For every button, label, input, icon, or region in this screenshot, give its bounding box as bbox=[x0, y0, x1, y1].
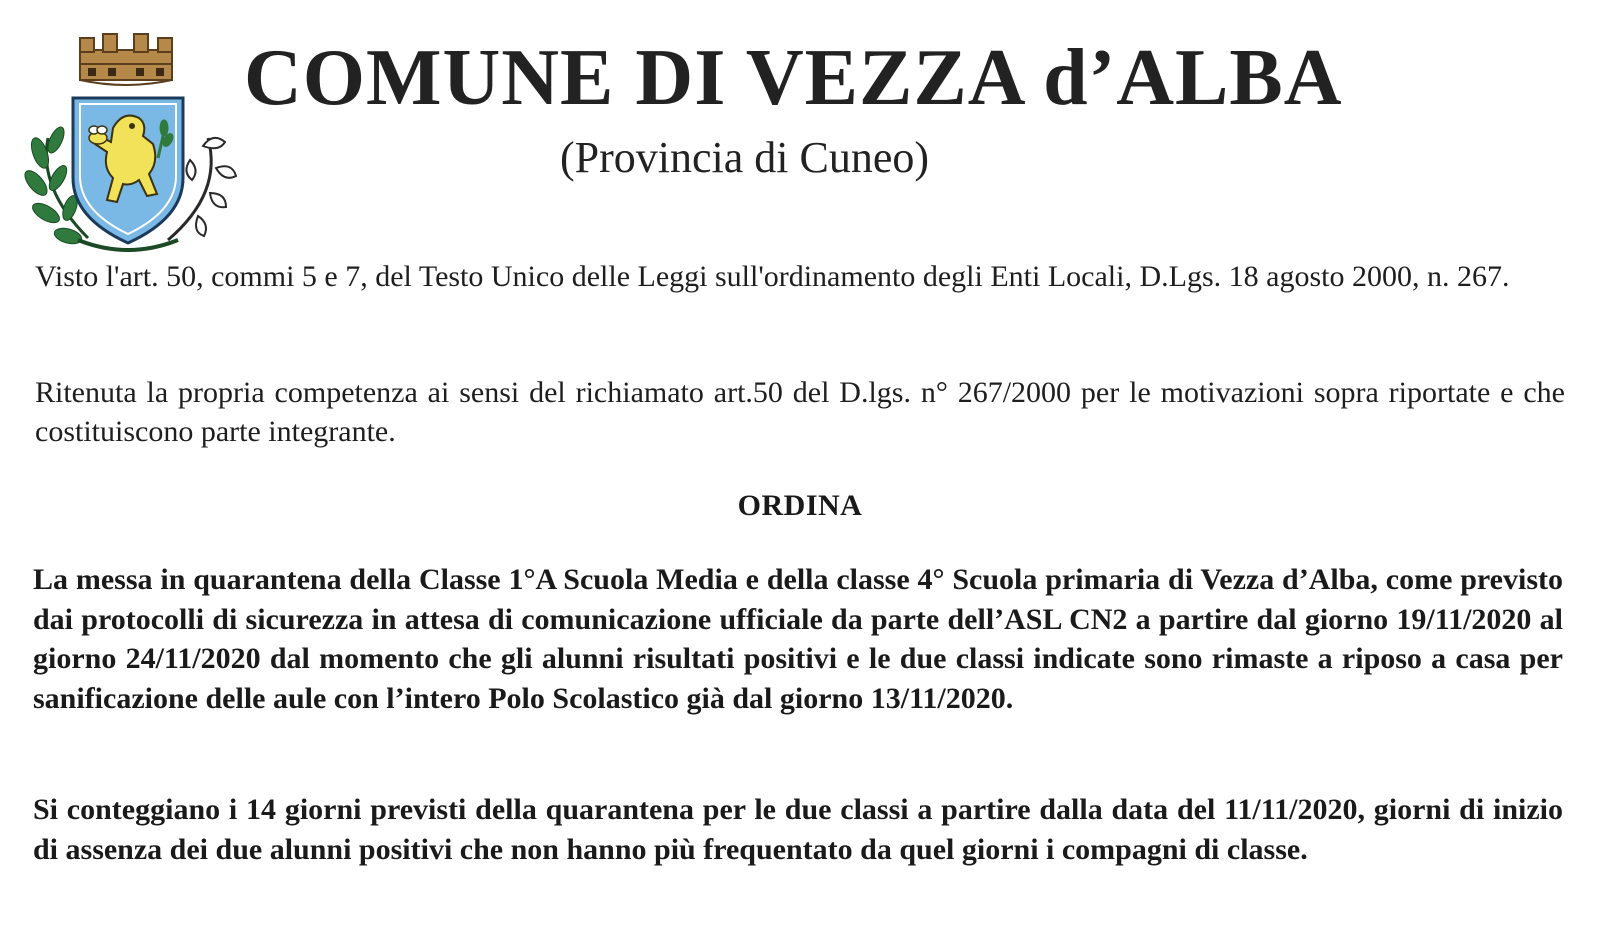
municipality-title: COMUNE DI VEZZA d’ALBA bbox=[244, 34, 1343, 122]
legal-reference-paragraph: Visto l'art. 50, commi 5 e 7, del Testo Unico delle Leggi sull'ordinamento degli Enti Locali, D.Lgs. 18 agosto 2000, n. 267. bbox=[35, 260, 1510, 293]
crown-icon bbox=[80, 34, 172, 85]
order-heading: ORDINA bbox=[737, 489, 863, 522]
competence-paragraph: Ritenuta la propria competenza ai sensi del richiamato art.50 del D.lgs. n° 267/2000 per le motivazioni sopra riportate e che costituiscono parte integrante. bbox=[35, 376, 1565, 448]
bee-icon bbox=[89, 126, 107, 144]
quarantine-order-paragraph: La messa in quarantena della Classe 1°A Scuola Media e della classe 4° Scuola primaria di Vezza d’Alba, come previsto dai protocolli di sicurezza in attesa di comunicazione ufficiale da parte dell’ASL CN2 a partire dal giorno 19/11/2020 al giorno 24/11/2020 dal momento che gli alunni risultati positivi e le due classi indicate sono rimaste a riposo a casa per sanificazione delle aule con l’intero Polo Scolastico già dal giorno 13/11/2020. bbox=[33, 563, 1563, 715]
province-subtitle: (Provincia di Cuneo) bbox=[560, 133, 930, 182]
municipal-coat-of-arms-icon bbox=[18, 28, 240, 256]
quarantine-count-paragraph: Si conteggiano i 14 giorni previsti della quarantena per le due classi a partire dalla data del 11/11/2020, giorni di inizio di assenza dei due alunni positivi che non hanno più frequentato da quel giorni i compagni di classe. bbox=[33, 793, 1563, 866]
